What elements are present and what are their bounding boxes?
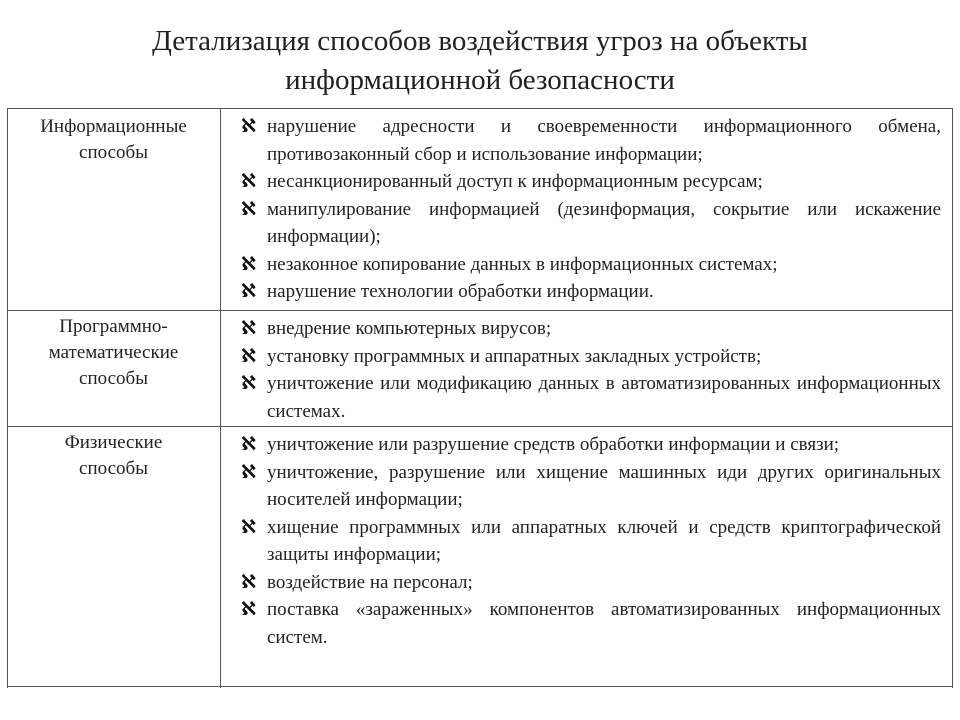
bullet-icon: ℵ [241, 317, 257, 339]
row-items-physical [239, 431, 941, 651]
list-item: ℵ установку программных и аппаратных закладных устройств; [239, 343, 941, 371]
list-item: ℵ поставка «зараженных» компонентов автоматизированных информационных систем. [241, 598, 941, 648]
bullet-icon: ℵ [241, 344, 257, 367]
bullet-icon: ℵ [241, 372, 257, 394]
list-item: ℵ хищение программных или аппаратных ключей и средств криптографической защиты информации; [241, 515, 941, 565]
row-divider-2 [7, 426, 953, 427]
list-item: ℵ манипулирование информацией (дезинформация, сокрытие или искажение информации); [241, 197, 941, 247]
list-item: ℵ уничтожение, разрушение или хищение машинных иди других оригинальных носителей информации; [241, 460, 941, 510]
bullet-icon: ℵ [241, 280, 257, 302]
title-line-2: информационной безопасности [285, 64, 675, 96]
bullet-icon: ℵ [241, 252, 257, 275]
row-label-software-math: Программно- математические способы [48, 316, 179, 389]
list-item: ℵ нарушение адресности и своевременности информационного обмена, противозаконный сбор и использование информации; [241, 115, 941, 165]
bullet-icon: ℵ [241, 115, 257, 137]
bullet-icon: ℵ [241, 170, 257, 192]
row-items-software-math [239, 315, 941, 425]
list-item: ℵ нарушение технологии обработки информации. [239, 278, 941, 306]
bullet-icon: ℵ [241, 197, 257, 220]
row-label-physical: Физические способы [64, 432, 163, 479]
table-top-border [7, 108, 953, 109]
bullet-icon: ℵ [241, 598, 257, 620]
list-item: ℵ несанкционированный доступ к информационным ресурсам; [239, 168, 941, 196]
table-right-border [952, 108, 953, 688]
bullet-icon: ℵ [241, 433, 257, 455]
bullet-icon: ℵ [241, 515, 257, 538]
list-item: ℵ внедрение компьютерных вирусов; [239, 315, 941, 343]
threat-methods-table [7, 108, 953, 688]
row-label-informational: Информационные способы [40, 116, 187, 163]
bullet-icon: ℵ [241, 460, 257, 483]
column-divider [220, 108, 221, 688]
title-line-1: Детализация способов воздействия угроз на объекты [152, 25, 808, 57]
row-divider-1 [7, 310, 953, 311]
table-left-border [7, 108, 8, 688]
page-title [0, 22, 960, 100]
row-items-informational [239, 113, 941, 306]
list-item: ℵ уничтожение или модификацию данных в автоматизированных информационных системах. [241, 372, 941, 422]
bullet-icon: ℵ [241, 570, 257, 593]
list-item: ℵ воздействие на персонал; [239, 569, 941, 597]
list-item: ℵ уничтожение или разрушение средств обработки информации и связи; [239, 431, 941, 459]
table-bottom-border [7, 686, 953, 687]
list-item: ℵ незаконное копирование данных в информационных системах; [239, 251, 941, 279]
